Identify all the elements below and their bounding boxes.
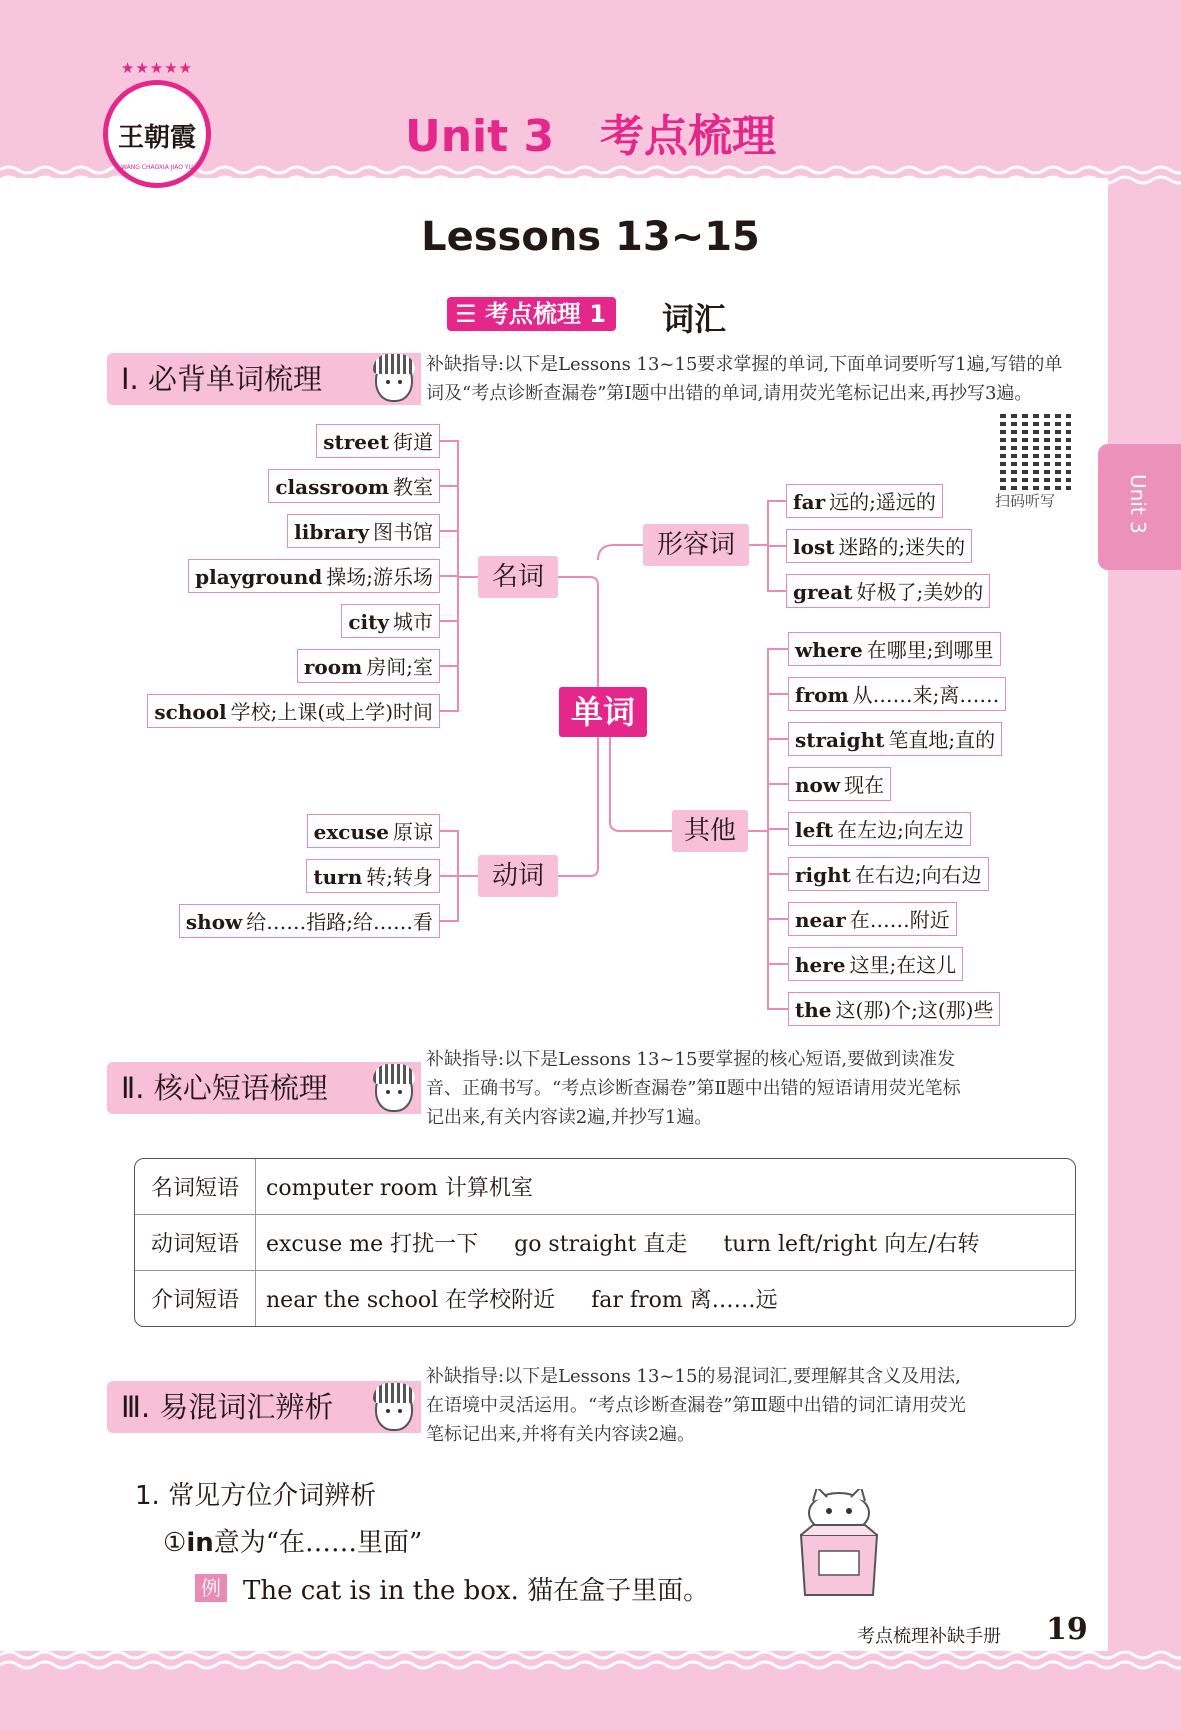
section3-guide [426, 1362, 1086, 1449]
word-en: here [795, 953, 846, 977]
word-en: the [795, 998, 832, 1022]
word-zh: 这里;在这儿 [849, 953, 957, 977]
word-en: excuse [313, 820, 389, 844]
phrase-row-head: 介词短语 [135, 1271, 256, 1326]
point-word: in [186, 1528, 214, 1558]
word-box-others-2 [788, 722, 1002, 756]
word-en: where [795, 638, 863, 662]
word-box-nouns-6 [147, 694, 440, 728]
phrase-item: far from 离……远 [591, 1288, 778, 1313]
word-zh: 图书馆 [373, 520, 433, 544]
word-en: library [294, 520, 369, 544]
wavy-border-bottom-2 [0, 1662, 1181, 1668]
word-box-verbs-1 [306, 859, 440, 893]
word-en: straight [795, 728, 885, 752]
phrase-row [135, 1215, 1075, 1271]
word-en: room [303, 655, 363, 679]
word-en: playground [195, 565, 323, 589]
kaodian-badge: ☰ 考点梳理 1 [447, 297, 616, 331]
phrase-item: computer room 计算机室 [266, 1176, 533, 1201]
word-zh: 从……来;离…… [852, 683, 1000, 707]
word-en: near [795, 908, 846, 932]
word-en: show [185, 910, 243, 934]
word-en: left [795, 818, 834, 842]
section3-heading-text: Ⅲ. 易混词汇辨析 [121, 1390, 334, 1424]
wavy-border-bottom [0, 1652, 1181, 1658]
mind-map-center: 单词 [559, 687, 647, 737]
word-box-nouns-2 [287, 514, 440, 548]
word-box-nouns-0 [316, 424, 440, 458]
example-badge: 例 [195, 1574, 227, 1602]
word-en: now [795, 773, 841, 797]
category-others: 其他 [672, 810, 748, 852]
phrase-item: near the school 在学校附近 [266, 1288, 556, 1313]
word-en: far [793, 490, 826, 514]
student-face-icon [375, 1387, 413, 1431]
phrase-table [134, 1158, 1076, 1327]
student-face-icon [375, 1068, 413, 1112]
logo-name: 王朝霞 [117, 123, 196, 153]
word-zh: 城市 [393, 610, 433, 634]
section2-guide-line2: 音、正确书写。“考点诊断查漏卷”第Ⅱ题中出错的短语请用荧光笔标 [426, 1078, 961, 1099]
phrase-item: go straight 直走 [514, 1232, 688, 1257]
word-box-others-6 [788, 902, 957, 936]
side-tab-label: Unit 3 [1126, 474, 1150, 534]
word-zh: 在哪里;到哪里 [866, 638, 994, 662]
section2-guide [426, 1045, 1086, 1132]
word-zh: 远的;遥远的 [829, 490, 936, 514]
word-zh: 转;转身 [366, 865, 433, 889]
word-zh: 原谅 [393, 820, 433, 844]
word-zh: 好极了;美妙的 [856, 580, 984, 604]
point-number: ① [163, 1528, 187, 1558]
word-en: from [795, 683, 849, 707]
category-nouns: 名词 [478, 556, 558, 598]
section3-guide-line2: 在语境中灵活运用。“考点诊断查漏卷”第Ⅲ题中出错的词汇请用荧光 [426, 1395, 966, 1416]
word-zh: 给……指路;给……看 [246, 910, 433, 934]
kaodian-word: 词汇 [662, 300, 727, 338]
connector-line [598, 545, 643, 560]
word-box-others-1 [788, 677, 1006, 711]
word-box-others-8 [788, 992, 1000, 1026]
section3-guide-line1: 补缺指导:以下是Lessons 13~15的易混词汇,要理解其含义及用法, [426, 1366, 961, 1387]
word-box-nouns-5 [297, 649, 440, 683]
word-box-others-7 [788, 947, 963, 981]
word-en: classroom [275, 475, 389, 499]
word-box-others-5 [788, 857, 989, 891]
word-box-nouns-4 [341, 604, 440, 638]
qr-code-label: 扫码听写 [995, 492, 1056, 510]
word-en: great [793, 580, 853, 604]
phrase-row [135, 1271, 1075, 1326]
lessons-title: Lessons 13~15 [421, 214, 760, 260]
section3-heading [107, 1381, 421, 1433]
word-box-adjectives-2 [786, 574, 990, 608]
word-zh: 街道 [393, 430, 433, 454]
word-box-others-0 [788, 632, 1001, 666]
phrase-item: turn left/right 向左/右转 [723, 1232, 980, 1257]
section2-guide-line3: 记出来,有关内容读2遍,并抄写1遍。 [426, 1107, 713, 1128]
word-zh: 在右边;向右边 [854, 863, 982, 887]
word-box-adjectives-1 [786, 529, 972, 563]
category-verbs: 动词 [478, 855, 558, 897]
word-box-others-3 [788, 767, 891, 801]
word-zh: 这(那)个;这(那)些 [835, 998, 994, 1022]
phrase-row-head: 名词短语 [135, 1159, 256, 1215]
cat-in-box-illustration [793, 1489, 885, 1597]
word-zh: 操场;游乐场 [326, 565, 433, 589]
logo-subtitle: WANG CHAOXIA JIAO YU [121, 164, 193, 171]
word-en: school [154, 700, 227, 724]
word-box-nouns-3 [188, 559, 440, 593]
phrase-row-items [256, 1159, 1075, 1215]
word-en: right [795, 863, 851, 887]
phrase-row [135, 1159, 1075, 1215]
section2-heading-text: Ⅱ. 核心短语梳理 [121, 1071, 328, 1105]
point-text: 意为“在……里面” [213, 1528, 423, 1558]
footer-text: 考点梳理补缺手册 [857, 1626, 1001, 1647]
word-box-others-4 [788, 812, 971, 846]
word-en: lost [793, 535, 835, 559]
word-zh: 房间;室 [366, 655, 433, 679]
word-zh: 在左边;向左边 [837, 818, 964, 842]
preposition-point [163, 1522, 422, 1559]
word-zh: 教室 [393, 475, 433, 499]
word-box-adjectives-0 [786, 484, 943, 518]
word-box-verbs-2 [179, 904, 440, 938]
section1-guide-line2: 词及“考点诊断查漏卷”第Ⅰ题中出错的单词,请用荧光笔标记出来,再抄写3遍。 [426, 383, 1033, 404]
word-en: turn [313, 865, 363, 889]
phrase-row-items [256, 1215, 1075, 1271]
word-box-nouns-1 [268, 469, 440, 503]
section1-heading-text: Ⅰ. 必背单词梳理 [121, 362, 322, 396]
example-sentence: The cat is in the box. 猫在盒子里面。 [243, 1576, 710, 1606]
section2-heading [107, 1062, 421, 1114]
subsection-title: 1. 常见方位介词辨析 [135, 1481, 377, 1511]
word-en: street [323, 430, 389, 454]
page-title: Unit 3 考点梳理 [404, 111, 777, 162]
word-box-verbs-0 [307, 814, 440, 848]
section1-guide-line1: 补缺指导:以下是Lessons 13~15要求掌握的单词,下面单词要听写1遍,写错的单 [426, 354, 1063, 375]
phrase-row-items [256, 1271, 1075, 1326]
word-zh: 在……附近 [849, 908, 950, 932]
word-en: city [348, 610, 389, 634]
word-zh: 学校;上课(或上学)时间 [230, 700, 433, 724]
section2-guide-line1: 补缺指导:以下是Lessons 13~15要掌握的核心短语,要做到读准发 [426, 1049, 956, 1070]
phrase-row-head: 动词短语 [135, 1215, 256, 1271]
word-zh: 迷路的;迷失的 [838, 535, 966, 559]
section3-guide-line3: 笔标记出来,并将有关内容读2遍。 [426, 1424, 696, 1445]
phrase-item: excuse me 打扰一下 [266, 1232, 479, 1257]
logo-stars: ★★★★★ [120, 59, 194, 77]
page-number: 19 [1046, 1612, 1088, 1647]
category-adjectives: 形容词 [643, 524, 749, 566]
word-zh: 现在 [844, 773, 885, 797]
connector-line [610, 737, 672, 831]
word-zh: 笔直地;直的 [888, 728, 996, 752]
